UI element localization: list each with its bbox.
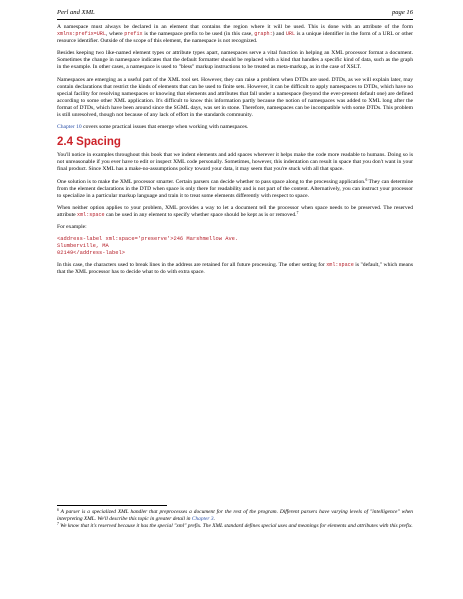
text-run: is the namespace prefix to be used (in this case, — [142, 31, 255, 38]
chapter-3-link[interactable]: Chapter 3 — [191, 516, 214, 522]
paragraph-parser-solution — [57, 179, 413, 200]
inline-code: graph: — [254, 31, 273, 38]
paragraph-for-example: For example: — [57, 223, 87, 230]
inline-code: URL — [285, 31, 296, 38]
text-run: A parser is a specialized XML handler that preprocesses a document for the rest of the program. Different parsers have varying levels of "intelligence" when interpreting XML. We'll describe this topic in greater detail in — [57, 509, 413, 522]
inline-code: prefix — [124, 31, 143, 38]
paragraph-namespace-dtd: Namespaces are emerging as a useful part of the XML tool set. However, they can raise a problem when DTDs are used. DTDs, as we will explain later, may contain declarations that restrict the kinds of elements that can be used to finite sets. However, it can be difficult to apply namespaces to DTDs, which have no special facility for resolving namespaces or knowing that elements and attributes that fall under a namespace (beyond the ever-present default one) are defined according to some other XML application. It's difficult to know this information partly because the notion of namespaces was added to XML long after the format of DTDs, which have been around since the SGML days, was set in stone. Therefore, namespaces can be incompatible with some DTDs. This problem is still unresolved, though not because of any lack of effort in the standards community. — [57, 76, 413, 119]
text-run: When neither option applies to your problem, XML provides a way to let a document tell the processor when space needs to be preserved. The reserved attribute — [57, 204, 413, 218]
text-run: , where — [105, 31, 125, 38]
footnote-ref-6[interactable]: 6 — [365, 177, 368, 182]
text-run: They can determine from the element declarations in the DTD when space is only there for readability and is not part of the content. Alternatively, you can instruct your processor to specialize in a particular markup language and train it to treat some elements differently with respect to space. — [57, 178, 413, 199]
code-line: Slumberville, MA — [57, 243, 109, 250]
page-number: page 16 — [391, 9, 413, 16]
book-title: Perl and XML — [57, 9, 95, 16]
footnote-6 — [57, 509, 413, 523]
text-run: One solution is to make the XML processor smarter. Certain parsers can decide whether to pass space along to the processing application. — [57, 178, 366, 185]
inline-code: xml:space — [326, 262, 354, 269]
paragraph-namespace-declaration — [57, 24, 413, 45]
footnote-number: 6 — [57, 508, 59, 512]
text-run: ) and — [272, 31, 286, 38]
text-run: . — [213, 516, 215, 522]
footnotes — [57, 509, 413, 530]
text-run: is "default," which means that the XML processor has to decide what to do with extra space. — [57, 262, 414, 276]
paragraph-chapter-reference — [57, 124, 413, 131]
page-header — [57, 8, 413, 18]
text-run: covers some practical issues that emerge when working with namespaces. — [81, 124, 249, 131]
paragraph-preserve-explanation — [57, 262, 413, 276]
footnote-ref-7[interactable]: 7 — [296, 210, 299, 215]
code-example — [57, 236, 413, 257]
header-rule — [57, 19, 413, 20]
footnote-7 — [57, 523, 413, 530]
text-run: A namespace must always be declared in an element that contains the region where it will be used. This is done with an attribute of the form — [57, 24, 413, 30]
page-body — [57, 24, 413, 282]
text-run: is a unique identifier in the form of a URL or other resource identifier. Outside of the scope of this element, the namespace is not recognized. — [57, 31, 413, 45]
text-run: We know that it's reserved because it has the special "xml" prefix. The XML standard defines special uses and meanings for elements and attributes with this prefix. — [58, 523, 413, 529]
paragraph-spacing-intro: You'll notice in examples throughout this book that we indent elements and add spaces wherever it helps make the code more readable to humans. Doing so is not unreasonable if you ever have to edit or inspect XML code personally. Sometimes, however, this indentation can result in space that you don't want in your final product. Since XML has a make-no-assumptions policy toward your data, it may seem that you're stuck with all that space. — [57, 152, 413, 173]
footnote-number: 7 — [57, 522, 59, 526]
code-line: <address-label xml:space='preserve'>246 Marshmellow Ave. — [57, 236, 239, 243]
paragraph-xml-space — [57, 205, 413, 219]
text-run: can be used in any element to specify whether space should be kept as is or removed. — [104, 211, 297, 218]
text-run: In this case, the characters used to break lines in the address are retained for all future processing. The other setting for — [57, 262, 327, 269]
section-heading: 2.4 Spacing — [57, 136, 121, 149]
chapter-10-link[interactable]: Chapter 10 — [57, 124, 82, 131]
footnote-rule — [57, 505, 167, 506]
inline-code: xml:space — [77, 211, 105, 218]
paragraph-namespace-function: Besides keeping two like-named element types or attribute types apart, namespaces serve a vital function in helping an XML processor format a document. Sometimes the change in namespace indicates that the default formatter should be replaced with a kind that handles a specific kind of data, such as the graph in the example. In other cases, a namespace is used to "bless" markup instructions to be treated as meta-markup, as in the case of XSLT. — [57, 50, 413, 71]
code-line: 02149</address-label> — [57, 250, 125, 257]
inline-code: xmlns:prefix=URL — [57, 31, 106, 38]
